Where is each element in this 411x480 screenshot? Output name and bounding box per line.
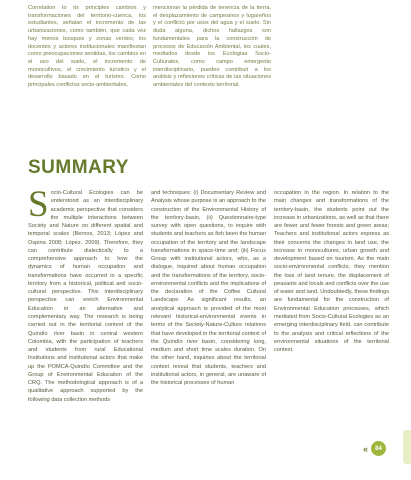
drop-cap: S xyxy=(28,184,49,225)
top-paragraph-col2: mencionan la pérdida de tenencia de la tierra, el desplazamiento de campesinos y lugareños y el conflicto por usos del agua y el suelo. Sin duda alguna, dichos hallazgos son fundamentales para la construcción de procesos de Educación Ambiental, los cuales, mediados desde los Ecologías Socio-Culturales, como campo emergente interdisciplinario, pueden contribuir a los análisis y reflexiones críticas de las situaciones ambientales del contexto territorial. xyxy=(153,5,271,89)
top-text-section xyxy=(28,5,392,145)
summary-col1-text: ocio-Cultural Ecologies can be understood as an interdisciplinary academic perspective that considers the multiple interactions between Society and Nature on different spatial and temporal scales (Bernos, 2013; López and Ospina 2008; López, 2009). Therefore, they can contribute dialectically to a comprehensive approach to how the dynamics of human occupation and transformations have occurred in a specific territory from a historical, political and socio-cultural perspective. This interdisciplinary perspective can enrich Environmental Education in an alternative and complementary way. The research is being carried out in the territorial context of the Quindío river basin in central western Colombia, with the participation of teachers and students from rural Educational Institutions and institutional actors that make up the POMCA-Quindío Committee and the Group of Environmental Education of the CRQ. The methodological approach is of a qualitative approach supported by the following data collection methods xyxy=(28,190,143,403)
page-number-badge: 84 xyxy=(371,441,386,456)
page-indicator xyxy=(363,441,386,456)
double-chevron-icon: « xyxy=(362,443,368,454)
summary-col1 xyxy=(28,184,143,404)
summary-body xyxy=(28,184,389,459)
top-paragraph-col1: Correlation to its principles cambios y transformaciones del territorio-cuenca, los estudiantes, señalan el incremento de las urbanizaciones, como también, que cada vez hay menos bosques y zonas verdes; los docentes y actores institucionales manifiestan como preocupaciones sentidas, los cambios en el uso del suelo, el incremento de monocultivos, el crecimiento turístico y el desarrollo basado en el turismo. Como principales conflictos socio-ambientales, xyxy=(28,5,146,89)
summary-col3: occupation in the region. In relation to the main changes and transformations of the territory-basin, the students point out the increase in urbanizations, as well as that there are fewer and fewer forests and green areas; Teachers and institutional actors express as their concerns the changes in land use, the increase in monocultures, urban growth and development based on tourism. As the main socio-environmental conflicts, they mention the loss of land tenure, the displacement of peasants and locals and conflicts over the use of water and land. Undoubtedly, these findings are fundamental for the construction of Environmental Education processes, which mediated from Socio-Cultural Ecologies as an emerging interdisciplinary field, can contribute to the analysis and critical reflections of the environmental situations of the territorial context. xyxy=(274,190,389,354)
summary-col2: and techniques: (i) Documentary Review and Analysis whose purpose is an approach to the construction of the Environmental History of the territory-basin, (ii) Questionnaire-type survey with open questions, to inquire with students and teachers as fish been the human occupation of the territory and the landscape transformations in space-time and; (iii) Focus Group with institutional actors, who, as a dialogue, inquired about human occupation and the transformations of the territory, socio-environmental conflicts and the implications of the declaration of the Coffee Cultural Landscape. As significant results, an analytical approach is provided of the most relevant historical-environmental events in terms of the Society-Nature-Culture relations that have developed in the territorial context of the Quindío river basin, considering long, medium and short time scales duration. On the other hand, inquiries about the territorial context reveal that students, teachers and institutional actors, in general, are unaware of the historical processes of human xyxy=(151,190,266,387)
side-tab-decoration xyxy=(403,430,411,464)
summary-heading: SUMMARY xyxy=(28,157,129,178)
